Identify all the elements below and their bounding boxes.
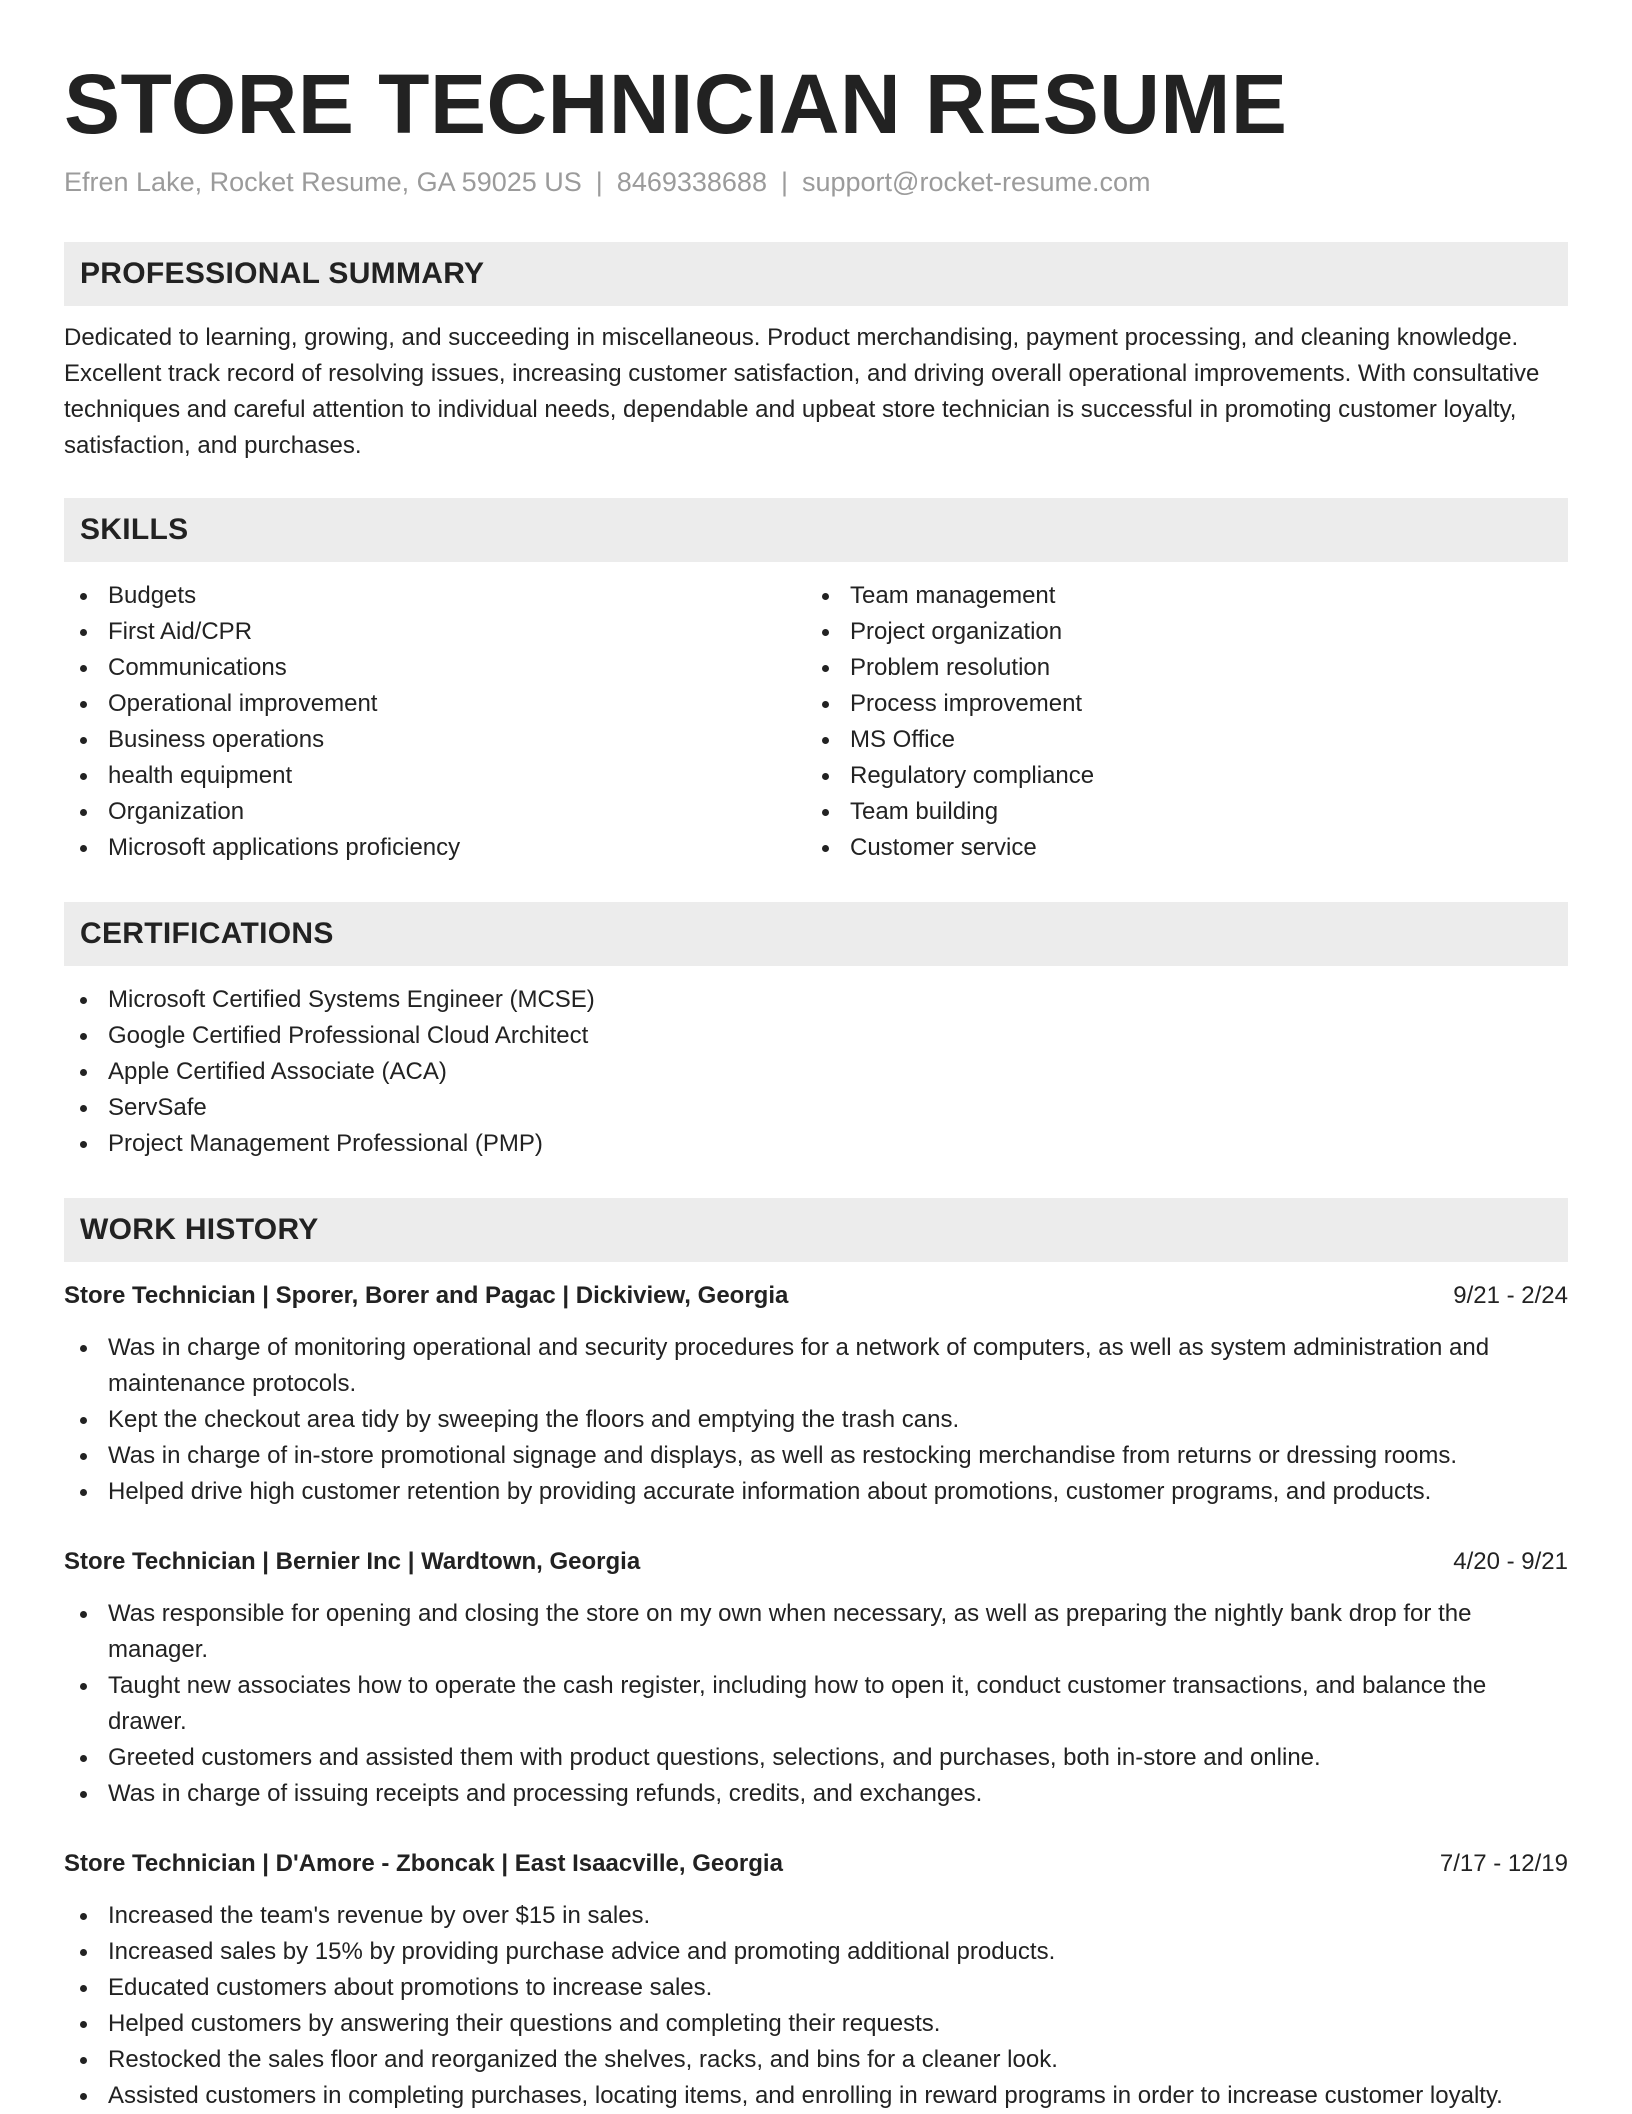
contact-address: Efren Lake, Rocket Resume, GA 59025 US [64, 167, 582, 197]
job-bullet: Was in charge of in-store promotional signage and displays, as well as restocking merchandise from returns or dressing rooms. [64, 1438, 1568, 1474]
skill-item: Communications [64, 650, 806, 686]
skill-item: Customer service [806, 830, 1548, 866]
job-bullet: Was in charge of issuing receipts and processing refunds, credits, and exchanges. [64, 1776, 1568, 1812]
job-bullets [64, 1330, 1568, 1510]
job-header [64, 1278, 1568, 1314]
contact-phone: 8469338688 [616, 167, 767, 197]
job-title: Store Technician | Sporer, Borer and Pagac | Dickiview, Georgia [64, 1282, 789, 1309]
skill-item: Microsoft applications proficiency [64, 830, 806, 866]
job-bullet: Educated customers about promotions to increase sales. [64, 1970, 1568, 2006]
skills-column-left [64, 578, 806, 866]
skill-item: Budgets [64, 578, 806, 614]
certification-item: ServSafe [64, 1090, 1568, 1126]
certifications-heading: CERTIFICATIONS [64, 902, 1568, 966]
job-bullet: Helped drive high customer retention by providing accurate information about promotions, customer programs, and products. [64, 1474, 1568, 1510]
certifications-list [64, 982, 1568, 1162]
job-bullets [64, 1596, 1568, 1812]
job-entry [64, 1544, 1568, 1812]
job-title: Store Technician | D'Amore - Zboncak | East Isaacville, Georgia [64, 1850, 783, 1877]
certification-item: Microsoft Certified Systems Engineer (MCSE) [64, 982, 1568, 1018]
job-bullet: Helped customers by answering their questions and completing their requests. [64, 2006, 1568, 2042]
certification-item: Google Certified Professional Cloud Architect [64, 1018, 1568, 1054]
skill-item: health equipment [64, 758, 806, 794]
skill-item: Team management [806, 578, 1548, 614]
certification-item: Apple Certified Associate (ACA) [64, 1054, 1568, 1090]
job-title: Store Technician | Bernier Inc | Wardtown, Georgia [64, 1548, 641, 1575]
skill-item: Team building [806, 794, 1548, 830]
resume-title: STORE TECHNICIAN RESUME [64, 57, 1288, 151]
job-dates: 7/17 - 12/19 [1439, 1850, 1568, 1877]
job-bullet: Increased the team's revenue by over $15 in sales. [64, 1898, 1568, 1934]
skill-item: Regulatory compliance [806, 758, 1548, 794]
contact-email: support@rocket-resume.com [801, 167, 1151, 197]
certification-item: Project Management Professional (PMP) [64, 1126, 1568, 1162]
job-entry [64, 1278, 1568, 1510]
contact-separator: | [780, 167, 788, 197]
job-header [64, 1846, 1568, 1882]
job-bullet: Was responsible for opening and closing the store on my own when necessary, as well as preparing the nightly bank drop for the manager. [64, 1596, 1568, 1668]
skill-item: MS Office [806, 722, 1548, 758]
skill-item: Operational improvement [64, 686, 806, 722]
skill-item: Process improvement [806, 686, 1548, 722]
contact-separator: | [595, 167, 603, 197]
skills-heading: SKILLS [64, 498, 1568, 562]
contact-line [64, 164, 1568, 200]
job-entry [64, 1846, 1568, 2114]
skill-item: Problem resolution [806, 650, 1548, 686]
skills-column-right [806, 578, 1548, 866]
skill-item: Organization [64, 794, 806, 830]
job-bullet: Increased sales by 15% by providing purchase advice and promoting additional products. [64, 1934, 1568, 1970]
job-dates: 4/20 - 9/21 [1453, 1548, 1568, 1575]
job-bullet: Greeted customers and assisted them with product questions, selections, and purchases, both in-store and online. [64, 1740, 1568, 1776]
work-history-heading: WORK HISTORY [64, 1198, 1568, 1262]
summary-heading: PROFESSIONAL SUMMARY [64, 242, 1568, 306]
job-bullet: Kept the checkout area tidy by sweeping the floors and emptying the trash cans. [64, 1402, 1568, 1438]
job-bullet: Assisted customers in completing purchases, locating items, and enrolling in reward programs in order to increase customer loyalty. [64, 2078, 1568, 2114]
resume-page [64, 0, 1568, 2114]
summary-text: Dedicated to learning, growing, and succeeding in miscellaneous. Product merchandising, payment processing, and cleaning knowledge. Excellent track record of resolving issues, increasing customer satisfaction, and driving overall operational improvements. With consultative techniques and careful attention to individual needs, dependable and upbeat store technician is successful in promoting customer loyalty, satisfaction, and purchases. [64, 324, 1540, 459]
skills-list [64, 578, 1568, 866]
job-bullet: Was in charge of monitoring operational and security procedures for a network of computers, as well as system administration and maintenance protocols. [64, 1330, 1568, 1402]
job-header [64, 1544, 1568, 1580]
job-bullet: Restocked the sales floor and reorganized the shelves, racks, and bins for a cleaner look. [64, 2042, 1568, 2078]
skill-item: First Aid/CPR [64, 614, 806, 650]
job-dates: 9/21 - 2/24 [1453, 1282, 1568, 1309]
job-bullet: Taught new associates how to operate the cash register, including how to open it, conduct customer transactions, and balance the drawer. [64, 1668, 1568, 1740]
skill-item: Project organization [806, 614, 1548, 650]
job-bullets [64, 1898, 1568, 2114]
skill-item: Business operations [64, 722, 806, 758]
